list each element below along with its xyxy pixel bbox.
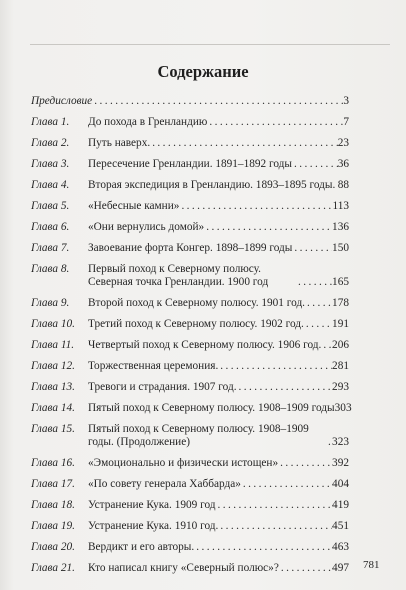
toc-entry-label: Глава 15.: [31, 423, 75, 435]
toc-entry-title: Первый поход к Северному полюсу. Северная точка Гренландии. 1900 год: [88, 263, 269, 288]
toc-entry-page: 191: [332, 318, 349, 330]
dot-leader: [335, 179, 337, 192]
dot-leader: [92, 95, 343, 108]
toc-entry-label: Глава 17.: [31, 478, 75, 490]
toc-entry-title: Пятый поход к Северному полюсу. 1908–1909 годы. (Продолжение): [88, 423, 309, 448]
toc-entry: [31, 221, 349, 234]
dot-leader: [204, 221, 332, 234]
toc-entry: [31, 263, 349, 289]
toc-entry: [31, 137, 349, 150]
toc-entry-page: 419: [332, 499, 349, 511]
toc-entry-label: Глава 2.: [31, 137, 70, 149]
toc-entry-page: 293: [332, 381, 349, 393]
toc-entry-title: Завоевание форта Конгер. 1898–1899 годы: [88, 242, 293, 254]
dot-leader: [150, 137, 338, 150]
toc-entry-label: Глава 19.: [31, 520, 75, 532]
toc-entry-page: 3: [343, 95, 349, 107]
toc-entry-label: Глава 10.: [31, 318, 75, 330]
toc-entry-label: Предисловие: [31, 95, 93, 107]
dot-leader: [179, 200, 332, 213]
toc-entry-title: Третий поход к Северному полюсу. 1902 год.: [88, 318, 304, 330]
toc-entry-label: Глава 20.: [31, 541, 75, 553]
toc-entry-label: Глава 16.: [31, 457, 75, 469]
toc-entry-page: 303: [334, 402, 352, 414]
toc-entry-page: 463: [332, 541, 349, 553]
dot-leader: [218, 360, 332, 373]
dot-leader: [278, 457, 332, 470]
dot-leader: [241, 478, 332, 491]
dot-leader: [237, 381, 333, 394]
page-title: Содержание: [157, 62, 249, 81]
toc-entry-page: 113: [332, 200, 349, 212]
toc-entry-page: 323: [332, 436, 349, 448]
page-number: 781: [363, 559, 380, 571]
toc-entry: [31, 360, 349, 373]
toc-entry-label: Глава 12.: [31, 360, 75, 372]
dot-leader: [218, 520, 332, 533]
toc-entry-label: Глава 7.: [31, 242, 70, 254]
dot-leader: [292, 242, 332, 255]
toc-entry-page: 36: [337, 158, 349, 170]
toc-entry: [31, 95, 349, 108]
toc-entry-page: 451: [332, 520, 349, 532]
toc-entry-title: Путь наверх.: [88, 137, 151, 149]
toc-entry: [31, 423, 349, 449]
toc-entry: [31, 179, 349, 192]
dot-leader: [305, 297, 332, 310]
toc-entry-title: Вердикт и его авторы.: [88, 541, 195, 553]
toc-entry-title: Второй поход к Северному полюсу. 1901 год.: [88, 297, 306, 309]
toc-entry: [31, 562, 349, 575]
toc-entry-page: 404: [332, 478, 349, 490]
toc-entry: [31, 339, 349, 352]
toc-entry-title: Устранение Кука. 1909 год: [88, 499, 216, 511]
toc-entry-title: Пятый поход к Северному полюсу. 1908–1909 годы: [88, 402, 335, 414]
dot-leader: [296, 276, 332, 289]
toc-entry-title: «Эмоционально и физически истощен»: [88, 457, 279, 469]
dot-leader: [321, 339, 332, 352]
dot-leader: [279, 562, 332, 575]
toc-entry-title: До похода в Гренландию: [88, 116, 208, 128]
toc-entry-page: 150: [332, 242, 349, 254]
toc-entry-label: Глава 13.: [31, 381, 75, 393]
dot-leader: [216, 499, 333, 512]
toc-entry: [31, 478, 349, 491]
toc-entry-page: 392: [332, 457, 349, 469]
toc-entry-page: 88: [337, 179, 349, 191]
toc-entry-title: Устранение Кука. 1910 год.: [88, 520, 219, 532]
toc-entry-title: Кто написал книгу «Северный полюс»?: [88, 562, 279, 574]
toc-entry: [31, 158, 349, 171]
toc-entry-label: Глава 4.: [31, 179, 70, 191]
toc-entry-page: 497: [332, 562, 349, 574]
toc-entry-label: Глава 14.: [31, 402, 75, 414]
dot-leader: [194, 541, 332, 554]
header-rule: [30, 44, 390, 45]
dot-leader: [326, 436, 332, 449]
toc-entry-label: Глава 21.: [31, 562, 75, 574]
toc-entry-title: Пересечение Гренландии. 1891–1892 годы: [88, 158, 293, 170]
toc-entry-label: Глава 8.: [31, 263, 70, 275]
toc-entry-label: Глава 1.: [31, 116, 70, 128]
toc-entry-page: 7: [343, 116, 349, 128]
dot-leader: [304, 318, 332, 331]
toc-entry: [31, 402, 352, 415]
toc-entry: [31, 297, 349, 310]
toc-entry-label: Глава 3.: [31, 158, 70, 170]
toc-entry-label: Глава 11.: [31, 339, 75, 351]
toc-entry: [31, 520, 349, 533]
toc-entry-label: Глава 18.: [31, 499, 75, 511]
toc-entry: [31, 457, 349, 470]
dot-leader: [292, 158, 338, 171]
toc-entry-page: 206: [332, 339, 349, 351]
toc-entry: [31, 200, 349, 213]
toc-entry: [31, 541, 349, 554]
toc-entry-title: «Небесные камни»: [88, 200, 180, 212]
toc-entry-title: Торжественная церемония.: [88, 360, 219, 372]
toc-entry: [31, 318, 349, 331]
toc-entry: [31, 116, 349, 129]
toc-entry-title: Вторая экспедиция в Гренландию. 1893–1895 годы.: [88, 179, 336, 191]
toc-entry-title: Четвертый поход к Северному полюсу. 1906 год.: [88, 339, 322, 351]
toc-entry-page: 178: [332, 297, 349, 309]
toc-entry: [31, 499, 349, 512]
toc-entry-label: Глава 9.: [31, 297, 70, 309]
toc-entry-page: 281: [332, 360, 349, 372]
toc-entry-label: Глава 5.: [31, 200, 70, 212]
toc-entry: [31, 381, 349, 394]
toc-entry-page: 23: [337, 137, 349, 149]
toc-entry-label: Глава 6.: [31, 221, 70, 233]
toc-entry-page: 165: [332, 276, 349, 288]
toc-entry: [31, 242, 349, 255]
toc-entry-title: «По совету генерала Хаббарда»: [88, 478, 241, 490]
toc-entry-title: Тревоги и страдания. 1907 год.: [88, 381, 237, 393]
dot-leader: [207, 116, 343, 129]
toc-entry-title: «Они вернулись домой»: [88, 221, 205, 233]
toc-entry-page: 136: [332, 221, 349, 233]
table-of-contents: [31, 90, 352, 575]
